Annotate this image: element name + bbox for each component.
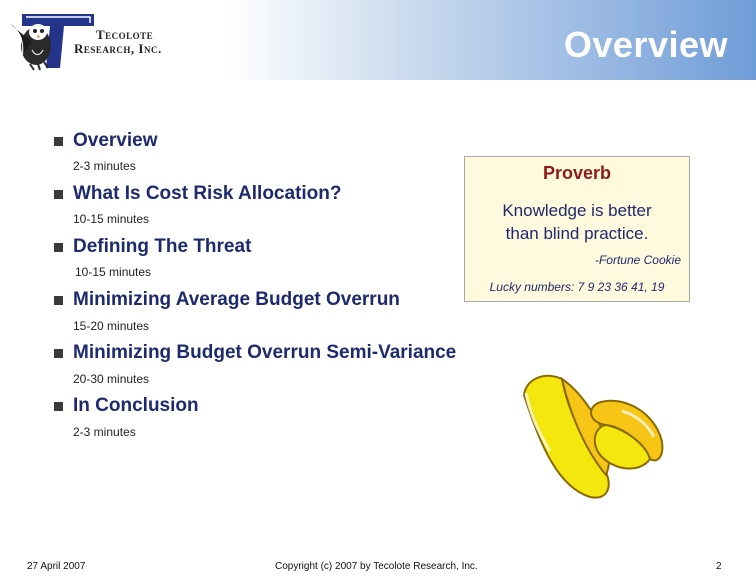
proverb-heading: Proverb <box>542 163 612 183</box>
proverb-text <box>465 199 689 245</box>
lucky-numbers: Lucky numbers: 7 9 23 36 41, 19 <box>489 280 665 294</box>
proverb-line2: than blind practice. <box>505 224 649 243</box>
bullet-icon <box>54 296 63 305</box>
agenda-item-time: 10-15 minutes <box>73 212 150 226</box>
proverb-box <box>464 156 690 302</box>
slide-title: Overview <box>563 24 728 65</box>
bullet-icon <box>54 402 63 411</box>
footer-date: 27 April 2007 <box>27 561 86 572</box>
company-name-line2: Research, Inc. <box>74 41 162 56</box>
agenda-item-time: 2-3 minutes <box>73 425 136 439</box>
agenda-item-time: 20-30 minutes <box>73 372 150 386</box>
bullet-icon <box>54 243 63 252</box>
agenda-item-title: In Conclusion <box>73 395 199 416</box>
bullet-icon <box>54 349 63 358</box>
header-bar <box>0 0 756 80</box>
agenda-item-title: What Is Cost Risk Allocation? <box>73 183 342 204</box>
bullet-icon <box>54 137 63 146</box>
agenda-item-time: 2-3 minutes <box>73 159 136 173</box>
agenda-item-title: Overview <box>73 130 158 151</box>
agenda-item-title: Minimizing Budget Overrun Semi-Variance <box>73 342 457 363</box>
proverb-line1: Knowledge is better <box>502 201 652 220</box>
agenda-item-title: Minimizing Average Budget Overrun <box>73 289 400 310</box>
company-name-line1: Tecolote <box>96 27 154 42</box>
agenda-item-time: 15-20 minutes <box>73 319 150 333</box>
proverb-attribution: -Fortune Cookie <box>594 253 681 267</box>
footer-page-number: 2 <box>716 561 722 572</box>
footer-copyright: Copyright (c) 2007 by Tecolote Research, Inc. <box>275 561 478 572</box>
agenda-item-title: Defining The Threat <box>73 236 252 257</box>
bullet-icon <box>54 190 63 199</box>
fortune-cookies-image <box>510 355 690 505</box>
agenda-item-time: 10-15 minutes <box>75 265 152 279</box>
